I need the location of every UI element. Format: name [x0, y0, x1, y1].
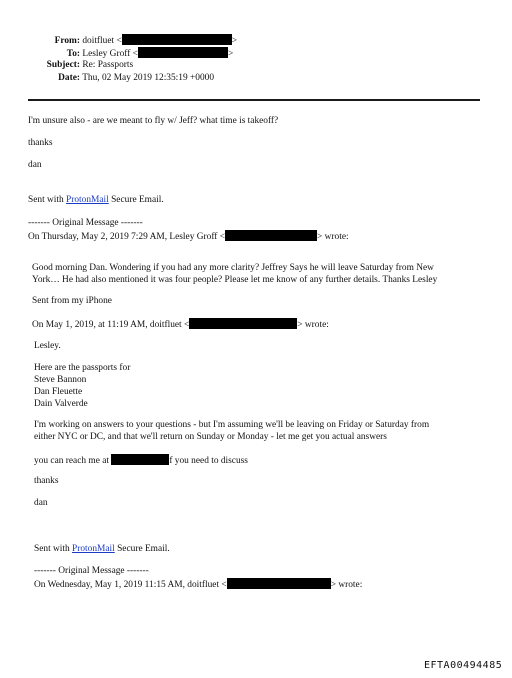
quote2-thanks: thanks [34, 476, 59, 486]
header-date-row [40, 73, 214, 85]
close-bracket: > [227, 49, 234, 59]
passport-name: Steve Bannon [34, 375, 87, 385]
quote1-body-line1: Good morning Dan. Wondering if you had any more clarity? Jeffrey Says he will leave Saturday from New [32, 263, 434, 273]
quote2-passports-intro: Here are the passports for [34, 363, 131, 373]
quote1-sent-from: Sent from my iPhone [32, 296, 112, 306]
header-divider [28, 99, 480, 101]
reply-sent-with [28, 195, 164, 207]
reply-thanks: thanks [28, 138, 53, 148]
reply-line1: I'm unsure also - are we meant to fly w/ Jeff? what time is takeoff? [28, 116, 279, 126]
redaction-box [225, 230, 317, 241]
original-message-marker: ------- Original Message ------- [28, 218, 143, 228]
quote2-sent-with [34, 544, 170, 556]
quote3-attribution [34, 578, 362, 592]
subject-label: Subject: [46, 60, 80, 70]
subject-value: Re: Passports [82, 60, 134, 70]
attribution-suffix: > wrote: [317, 232, 349, 242]
attribution-prefix: On May 1, 2019, at 11:19 AM, doitfluet < [32, 320, 190, 330]
quote2-reach-line [34, 454, 248, 468]
from-value: doitfluet < [82, 36, 122, 46]
date-label: Date: [58, 73, 80, 83]
to-label: To: [66, 49, 80, 59]
to-value: Lesley Groff < [82, 49, 138, 59]
protonmail-link[interactable]: ProtonMail [66, 195, 109, 205]
sent-suffix: Secure Email. [114, 544, 170, 554]
document-id: EFTA00494485 [424, 660, 503, 671]
passport-name: Dain Valverde [34, 399, 88, 409]
quote2-greeting: Lesley. [34, 341, 61, 351]
sent-suffix: Secure Email. [108, 195, 164, 205]
reply-signature: dan [28, 160, 42, 170]
redaction-box [122, 34, 232, 45]
redaction-box [138, 47, 228, 58]
redaction-box [111, 454, 169, 465]
quote1-body-line2: York… He had also mentioned it was four people? Please let me know of any further details. Thanks Lesley [32, 275, 438, 285]
protonmail-link[interactable]: ProtonMail [72, 544, 115, 554]
reach-prefix: you can reach me at [34, 456, 109, 466]
quote2-para-line1: I'm working on answers to your questions - but I'm assuming we'll be leaving on Friday or Saturday from [34, 420, 430, 430]
sent-prefix: Sent with [28, 195, 67, 205]
attribution-prefix: On Thursday, May 2, 2019 7:29 AM, Lesley Groff < [28, 232, 226, 242]
passport-name: Dan Fleuette [34, 387, 83, 397]
attribution-suffix: > wrote: [330, 580, 363, 590]
quote2-signature: dan [34, 498, 48, 508]
attribution-prefix: On Wednesday, May 1, 2019 11:15 AM, doitfluet < [34, 580, 227, 590]
sent-prefix: Sent with [34, 544, 73, 554]
redaction-box [227, 578, 331, 589]
header-subject-row [30, 60, 133, 72]
redaction-box [189, 318, 297, 329]
header-from-row [40, 34, 237, 48]
quote1-attribution [28, 230, 349, 244]
quote2-attribution [32, 318, 329, 332]
close-bracket: > [231, 36, 238, 46]
date-value: Thu, 02 May 2019 12:35:19 +0000 [82, 73, 215, 83]
reach-suffix: f you need to discuss [169, 456, 248, 466]
attribution-suffix: > wrote: [297, 320, 329, 330]
original-message-marker: ------- Original Message ------- [34, 566, 149, 576]
quote2-para-line2: either NYC or DC, and that we'll return on Sunday or Monday - let me get you actual answers [34, 432, 387, 442]
from-label: From: [54, 36, 80, 46]
header-to-row [40, 47, 233, 61]
